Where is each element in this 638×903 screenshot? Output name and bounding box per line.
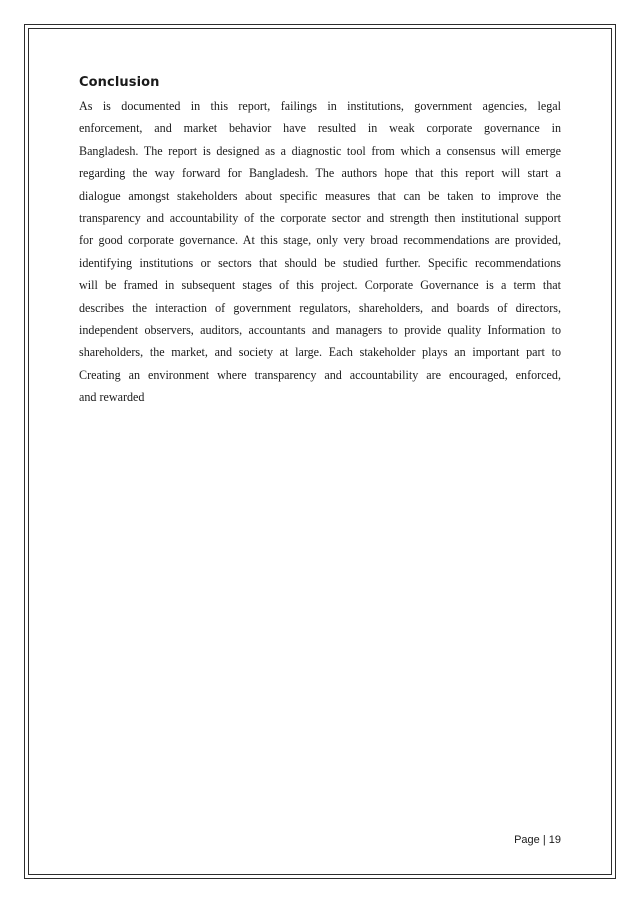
text-line: and rewarded — [79, 390, 145, 405]
text-line: shareholders, the market, and society at large. Each stakeholder plays an important part to — [79, 345, 561, 360]
text-line: transparency and accountability of the corporate sector and strength then institutional support — [79, 210, 561, 225]
text-line: describes the interaction of government regulators, shareholders, and boards of directors, — [79, 300, 561, 315]
text-line: As is documented in this report, failings in institutions, government agencies, legal — [79, 99, 561, 113]
text-line: enforcement, and market behavior have resulted in weak corporate governance in — [79, 121, 561, 136]
text-line: Creating an environment where transparency and accountability are encouraged, enforced, — [79, 367, 561, 382]
text-line: regarding the way forward for Bangladesh. The authors hope that this report will start a — [79, 166, 561, 181]
page-number: Page | 19 — [514, 834, 561, 846]
body-paragraph — [79, 95, 561, 408]
text-line: for good corporate governance. At this stage, only very broad recommendations are provided, — [79, 233, 561, 248]
text-line: dialogue amongst stakeholders about specific measures that can be taken to improve the — [79, 188, 561, 203]
text-line: identifying institutions or sectors that should be studied further. Specific recommendations — [79, 255, 561, 270]
text-line: independent observers, auditors, accountants and managers to provide quality Information to — [79, 322, 561, 337]
section-heading: Conclusion — [79, 75, 160, 90]
text-line: will be framed in subsequent stages of this project. Corporate Governance is a term that — [79, 278, 561, 293]
text-line: Bangladesh. The report is designed as a diagnostic tool from which a consensus will emerge — [79, 143, 561, 158]
